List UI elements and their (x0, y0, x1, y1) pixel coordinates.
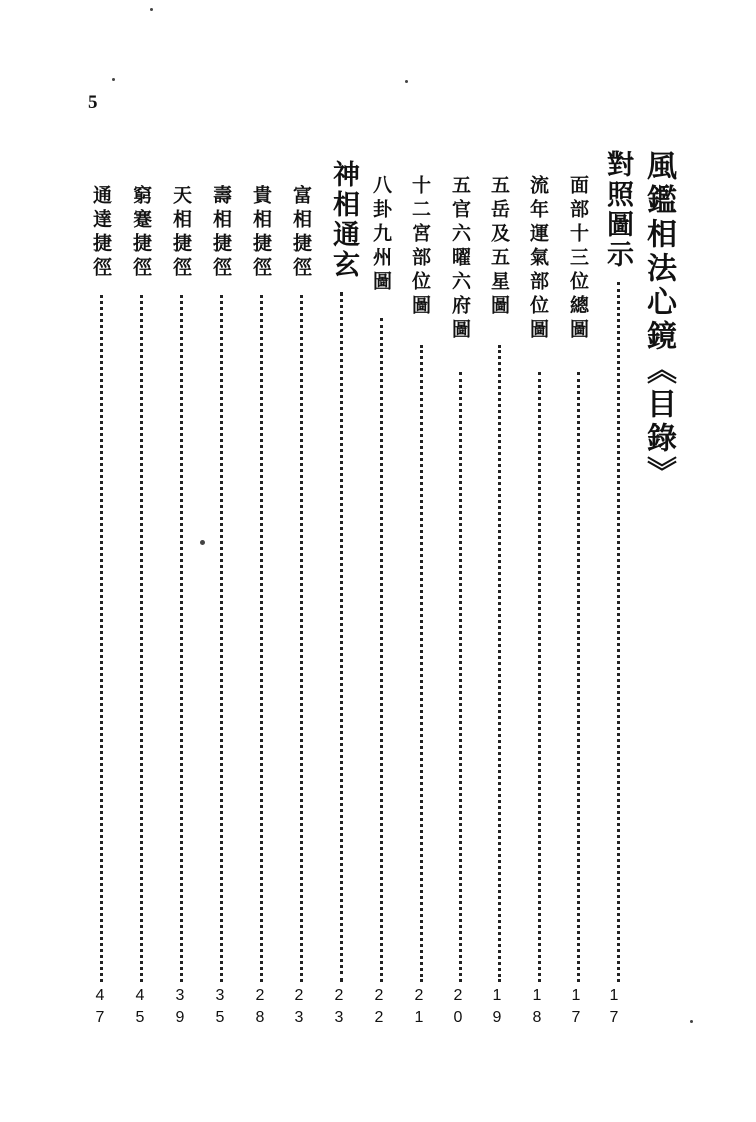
dot-leader (300, 295, 303, 982)
section-heading: 神相通玄 (328, 160, 359, 280)
dot-leader (380, 318, 383, 982)
page-ref: 2 3 (294, 987, 304, 1026)
entry-title: 五官六曜六府圖 (449, 175, 471, 343)
page-ref: 1 7 (571, 987, 581, 1026)
scan-speck (150, 8, 153, 11)
scan-speck (200, 540, 205, 545)
entry-title: 五岳及五星圖 (488, 175, 510, 319)
entry-title: 貴相捷徑 (250, 185, 272, 281)
page-ref: 3 5 (215, 987, 225, 1026)
page-ref: 4 5 (135, 987, 145, 1026)
dot-leader (577, 372, 580, 982)
page-ref: 1 8 (532, 987, 542, 1026)
page-ref: 2 3 (334, 987, 344, 1026)
entry-title: 流年運氣部位圖 (527, 175, 549, 343)
dot-leader (340, 292, 343, 982)
page-ref: 3 9 (175, 987, 185, 1026)
dot-leader (100, 295, 103, 982)
page-ref: 2 0 (453, 987, 463, 1026)
entry-title: 天相捷徑 (170, 185, 192, 281)
page-number: 5 (88, 92, 98, 113)
entry-title: 八卦九州圖 (370, 175, 392, 295)
entry-title: 窮蹇捷徑 (130, 185, 152, 281)
dot-leader (260, 295, 263, 982)
section-heading: 對照圖示 (602, 150, 633, 270)
scan-speck (405, 80, 408, 83)
page-ref: 1 9 (492, 987, 502, 1026)
scan-speck (690, 1020, 693, 1023)
entry-title: 面部十三位總圖 (567, 175, 589, 343)
page-ref: 1 7 (609, 987, 619, 1026)
page-ref: 2 1 (414, 987, 424, 1026)
entry-title: 十二宮部位圖 (409, 175, 431, 319)
dot-leader (180, 295, 183, 982)
dot-leader (420, 345, 423, 982)
entry-title: 通達捷徑 (90, 185, 112, 281)
dot-leader (459, 372, 462, 982)
page-ref: 2 8 (255, 987, 265, 1026)
dot-leader (498, 345, 501, 982)
entry-title: 富相捷徑 (290, 185, 312, 281)
page-ref: 4 7 (95, 987, 105, 1026)
dot-leader (220, 295, 223, 982)
entry-title: 壽相捷徑 (210, 185, 232, 281)
dot-leader (617, 282, 620, 982)
book-title: 風鑑相法心鏡《目錄》 (641, 150, 676, 490)
page-ref: 2 2 (374, 987, 384, 1026)
dot-leader (140, 295, 143, 982)
scan-speck (112, 78, 115, 81)
dot-leader (538, 372, 541, 982)
